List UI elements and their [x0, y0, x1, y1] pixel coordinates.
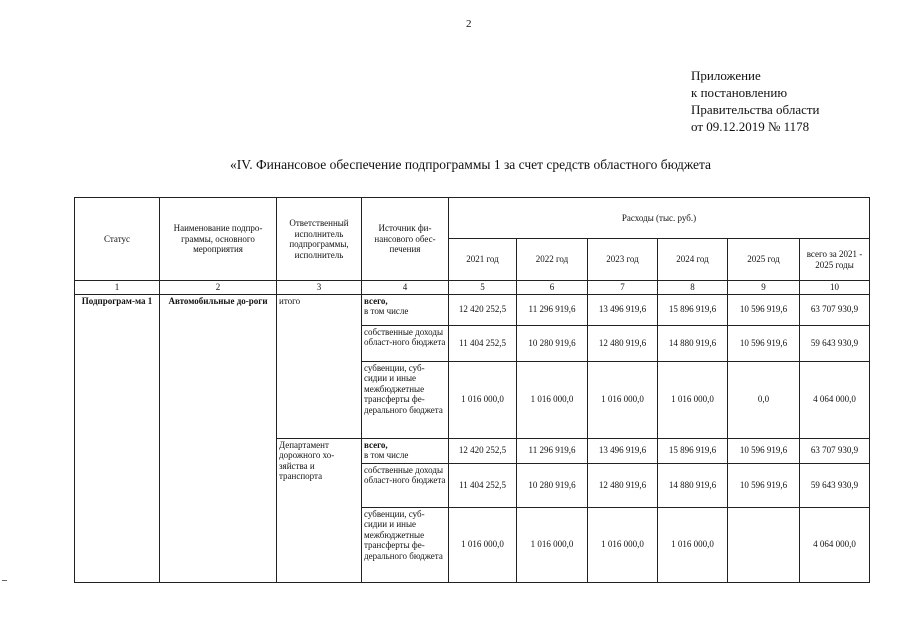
value-cell: 1 016 000,0	[449, 507, 517, 582]
financing-table	[74, 197, 870, 583]
column-number: 8	[658, 281, 728, 295]
section-title: «IV. Финансовое обеспечение подпрограммы 1 за счет средств областного бюджета	[229, 157, 712, 172]
value-cell: 12 420 252,5	[449, 294, 517, 325]
appendix-line: от 09.12.2019 № 1178	[691, 119, 810, 134]
appendix-line: Приложение	[691, 68, 761, 83]
value-cell: 1 016 000,0	[517, 507, 588, 582]
value-cell: 13 496 919,6	[588, 294, 658, 325]
source-sub-label: в том числе	[364, 306, 409, 316]
status-cell: Подпрограм-ма 1	[75, 294, 160, 582]
source-cell: собственные доходы област-ного бюджета	[362, 463, 449, 507]
column-number: 1	[75, 281, 160, 295]
column-number: 5	[449, 281, 517, 295]
appendix-line: Правительства области	[691, 102, 820, 117]
value-cell: 1 016 000,0	[588, 361, 658, 438]
value-cell: 10 596 919,6	[728, 325, 800, 361]
header-total: всего за 2021 - 2025 годы	[800, 239, 870, 281]
value-cell: 59 643 930,9	[800, 325, 870, 361]
value-cell: 11 404 252,5	[449, 325, 517, 361]
value-cell: 1 016 000,0	[588, 507, 658, 582]
value-cell: 1 016 000,0	[449, 361, 517, 438]
source-total-label: всего,	[364, 439, 388, 450]
value-cell: 10 280 919,6	[517, 463, 588, 507]
value-cell: 14 880 919,6	[658, 463, 728, 507]
source-cell: собственные доходы област-ного бюджета	[362, 325, 449, 361]
value-cell: 11 296 919,6	[517, 294, 588, 325]
header-year: 2023 год	[588, 239, 658, 281]
name-cell: Автомобильные до-роги	[160, 294, 277, 582]
header-year: 2025 год	[728, 239, 800, 281]
value-cell: 11 296 919,6	[517, 438, 588, 463]
value-cell: 15 896 919,6	[658, 438, 728, 463]
column-number: 9	[728, 281, 800, 295]
value-cell: 10 596 919,6	[728, 463, 800, 507]
header-name: Наименование подпро-граммы, основного мероприятия	[160, 198, 277, 281]
header-year: 2021 год	[449, 239, 517, 281]
value-cell: 15 896 919,6	[658, 294, 728, 325]
value-cell: 10 596 919,6	[728, 438, 800, 463]
value-cell: 1 016 000,0	[658, 507, 728, 582]
header-row	[75, 198, 870, 239]
value-cell: 12 480 919,6	[588, 463, 658, 507]
value-cell: 13 496 919,6	[588, 438, 658, 463]
header-executor: Ответственный исполнитель подпрограммы, исполнитель	[277, 198, 362, 281]
value-cell: 0,0	[728, 361, 800, 438]
header-status: Статус	[75, 198, 160, 281]
value-cell	[728, 507, 800, 582]
page-number: 2	[466, 18, 472, 30]
column-number: 10	[800, 281, 870, 295]
column-number: 3	[277, 281, 362, 295]
source-cell	[362, 438, 449, 463]
header-year: 2024 год	[658, 239, 728, 281]
column-number: 6	[517, 281, 588, 295]
value-cell: 12 480 919,6	[588, 325, 658, 361]
source-total-label: всего,	[364, 295, 388, 306]
header-year: 2022 год	[517, 239, 588, 281]
value-cell: 10 596 919,6	[728, 294, 800, 325]
value-cell: 14 880 919,6	[658, 325, 728, 361]
column-number: 2	[160, 281, 277, 295]
value-cell: 1 016 000,0	[517, 361, 588, 438]
source-sub-label: в том числе	[364, 450, 409, 460]
value-cell: 59 643 930,9	[800, 463, 870, 507]
source-cell	[362, 294, 449, 325]
source-cell: субвенции, суб-сидии и иные межбюджетные трансферты фе-дерального бюджета	[362, 507, 449, 582]
appendix-line: к постановлению	[691, 85, 788, 100]
header-expenses: Расходы (тыс. руб.)	[449, 198, 870, 239]
table-row	[75, 294, 870, 325]
value-cell: 4 064 000,0	[800, 361, 870, 438]
value-cell: 4 064 000,0	[800, 507, 870, 582]
value-cell: 63 707 930,9	[800, 294, 870, 325]
value-cell: 63 707 930,9	[800, 438, 870, 463]
executor-cell: итого	[277, 294, 362, 438]
value-cell: 12 420 252,5	[449, 438, 517, 463]
value-cell: 10 280 919,6	[517, 325, 588, 361]
value-cell: 1 016 000,0	[658, 361, 728, 438]
source-cell: субвенции, суб-сидии и иные межбюджетные трансферты фе-дерального бюджета	[362, 361, 449, 438]
appendix-block	[691, 67, 820, 135]
executor-cell: Департамент дорожного хо-зяйства и транспорта	[277, 438, 362, 582]
column-numbers-row	[75, 281, 870, 295]
column-number: 4	[362, 281, 449, 295]
value-cell: 11 404 252,5	[449, 463, 517, 507]
header-source: Источник фи-нансового обес-печения	[362, 198, 449, 281]
column-number: 7	[588, 281, 658, 295]
scan-edge-mark	[2, 580, 7, 581]
